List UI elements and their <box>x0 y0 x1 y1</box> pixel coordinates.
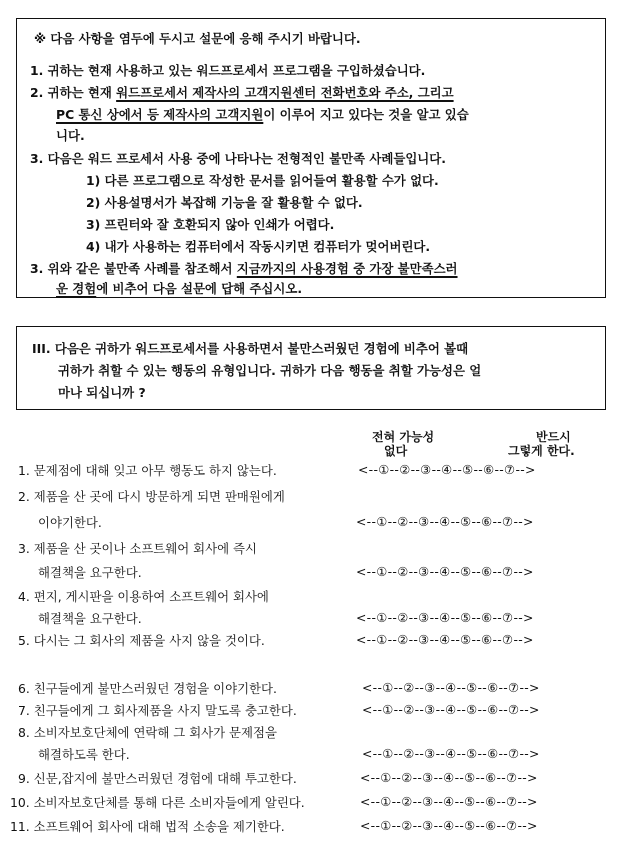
rating-option[interactable]: ⑦ <box>506 794 518 809</box>
rating-scale <box>356 514 534 529</box>
rating-option[interactable]: ① <box>378 462 390 477</box>
rating-option[interactable]: ② <box>401 770 413 785</box>
scale-separator: -- <box>492 610 503 625</box>
scale-separator: -- <box>414 680 425 695</box>
scale-separator: -- <box>475 770 486 785</box>
scale-left-arrow: <-- <box>356 632 377 647</box>
rating-scale <box>356 632 534 647</box>
scale-separator: -- <box>498 746 509 761</box>
scale-separator: -- <box>412 818 423 833</box>
question-line-2: 귀하가 취할 수 있는 행동의 유형입니다. 귀하가 다음 행동을 취할 가능성은 얼 <box>58 363 482 378</box>
rating-option[interactable]: ② <box>397 564 409 579</box>
rating-option[interactable]: ① <box>376 564 388 579</box>
rating-option[interactable]: ⑥ <box>485 794 497 809</box>
scale-separator: -- <box>429 514 440 529</box>
scale-separator: -- <box>408 564 419 579</box>
scale-separator: -- <box>450 564 461 579</box>
rating-option[interactable]: ② <box>403 680 415 695</box>
rating-option[interactable]: ④ <box>445 702 457 717</box>
rating-option[interactable]: ⑤ <box>460 514 472 529</box>
rating-option[interactable]: ⑤ <box>466 680 478 695</box>
rating-option[interactable]: ③ <box>418 564 430 579</box>
scale-right-arrow: --> <box>515 462 536 477</box>
scale-separator: -- <box>492 514 503 529</box>
rating-scale <box>362 680 540 695</box>
rating-option[interactable]: ⑤ <box>464 770 476 785</box>
notice-item-4-line2-suffix: 에 비추어 다음 설문에 답해 주십시오. <box>96 281 303 296</box>
scale-separator: -- <box>450 514 461 529</box>
scale-separator: -- <box>475 794 486 809</box>
scale-separator: -- <box>391 794 402 809</box>
case-item: 2) 사용설명서가 복잡해 기능을 잘 활용할 수 없다. <box>86 195 363 210</box>
scale-separator: -- <box>471 632 482 647</box>
notice-item-1: 1. 귀하는 현재 사용하고 있는 워드프로세서 프로그램을 구입하셨습니다. <box>30 63 426 78</box>
scale-left-arrow: <-- <box>356 610 377 625</box>
scale-separator: -- <box>471 564 482 579</box>
scale-separator: -- <box>429 632 440 647</box>
scale-separator: -- <box>452 462 463 477</box>
scale-separator: -- <box>496 818 507 833</box>
rating-scale <box>362 746 540 761</box>
rating-option[interactable]: ④ <box>443 794 455 809</box>
scale-separator: -- <box>456 680 467 695</box>
rating-scale <box>362 702 540 717</box>
rating-option[interactable]: ① <box>380 770 392 785</box>
rating-option[interactable]: ② <box>399 462 411 477</box>
item-text: 해결하도록 한다. <box>38 747 130 762</box>
rating-option[interactable]: ③ <box>422 770 434 785</box>
scale-separator: -- <box>389 462 400 477</box>
scale-separator: -- <box>471 610 482 625</box>
scale-right-arrow: --> <box>517 818 538 833</box>
rating-option[interactable]: ④ <box>439 514 451 529</box>
rating-option[interactable]: ⑦ <box>504 462 516 477</box>
item-text: 11. 소프트웨어 회사에 대해 법적 소송을 제기한다. <box>10 819 285 834</box>
scale-right-arrow: --> <box>513 564 534 579</box>
rating-option[interactable]: ⑥ <box>481 564 493 579</box>
scale-separator: -- <box>433 794 444 809</box>
rating-option[interactable]: ⑦ <box>506 818 518 833</box>
rating-option[interactable]: ② <box>403 702 415 717</box>
item-text: 9. 신문,잡지에 불만스러웠던 경험에 대해 투고한다. <box>18 771 297 786</box>
rating-option[interactable]: ③ <box>422 818 434 833</box>
item-text: 6. 친구들에게 불만스러웠던 경험을 이야기한다. <box>18 681 277 696</box>
scale-separator: -- <box>408 514 419 529</box>
rating-scale <box>356 610 534 625</box>
scale-header-left-line1: 전혀 가능성 <box>372 430 435 444</box>
case-item: 1) 다른 프로그램으로 작성한 문서를 읽어들여 활용할 수가 없다. <box>86 173 439 188</box>
item-text: 4. 편지, 게시판을 이용하여 소프트웨어 회사에 <box>18 589 269 604</box>
scale-separator: -- <box>450 610 461 625</box>
rating-option[interactable]: ④ <box>439 632 451 647</box>
scale-separator: -- <box>410 462 421 477</box>
notice-item-3: 3. 다음은 워드 프로세서 사용 중에 나타나는 전형적인 불만족 사례들입니다. <box>30 151 446 166</box>
scale-right-arrow: --> <box>517 770 538 785</box>
rating-option[interactable]: ① <box>382 680 394 695</box>
scale-left-arrow: <-- <box>360 794 381 809</box>
rating-scale <box>360 818 538 833</box>
rating-option[interactable]: ③ <box>418 610 430 625</box>
scale-separator: -- <box>498 702 509 717</box>
scale-separator: -- <box>414 746 425 761</box>
notice-item-2-line2-suffix: 이 이루어 지고 있다는 것을 알고 있습 <box>263 107 469 122</box>
rating-option[interactable]: ⑦ <box>508 746 520 761</box>
rating-option[interactable]: ① <box>376 514 388 529</box>
rating-option[interactable]: ④ <box>443 770 455 785</box>
rating-option[interactable]: ⑥ <box>481 632 493 647</box>
notice-item-2 <box>30 84 454 101</box>
rating-option[interactable]: ⑤ <box>466 702 478 717</box>
rating-option[interactable]: ② <box>397 610 409 625</box>
scale-separator: -- <box>492 564 503 579</box>
scale-separator: -- <box>429 564 440 579</box>
scale-separator: -- <box>393 680 404 695</box>
rating-option[interactable]: ④ <box>439 564 451 579</box>
scale-separator: -- <box>433 770 444 785</box>
scale-separator: -- <box>492 632 503 647</box>
scale-right-arrow: --> <box>513 610 534 625</box>
scale-left-arrow: <-- <box>362 680 383 695</box>
scale-separator: -- <box>496 770 507 785</box>
scale-right-arrow: --> <box>517 794 538 809</box>
scale-separator: -- <box>477 746 488 761</box>
rating-option[interactable]: ④ <box>439 610 451 625</box>
scale-separator: -- <box>456 746 467 761</box>
scale-left-arrow: <-- <box>356 514 377 529</box>
scale-separator: -- <box>454 770 465 785</box>
scale-separator: -- <box>475 818 486 833</box>
rating-scale <box>360 770 538 785</box>
item-text: 7. 친구들에게 그 회사제품을 사지 말도록 충고한다. <box>18 703 297 718</box>
scale-separator: -- <box>429 610 440 625</box>
scale-separator: -- <box>435 702 446 717</box>
item-text: 이야기한다. <box>38 515 102 530</box>
rating-option[interactable]: ② <box>401 794 413 809</box>
scale-separator: -- <box>387 610 398 625</box>
scale-separator: -- <box>498 680 509 695</box>
notice-header: ※ 다음 사항을 염두에 두시고 설문에 응해 주시기 바랍니다. <box>34 31 361 46</box>
scale-header-right-line1: 반드시 <box>536 430 571 444</box>
rating-option[interactable]: ① <box>382 702 394 717</box>
scale-separator: -- <box>414 702 425 717</box>
scale-separator: -- <box>391 818 402 833</box>
notice-item-4-underline: 지금까지의 사용경험 중 가장 불만족스러 <box>236 261 458 276</box>
rating-option[interactable]: ③ <box>420 462 432 477</box>
notice-item-4-prefix: 3. 위와 같은 불만족 사례를 참조해서 <box>30 261 237 276</box>
rating-option[interactable]: ① <box>380 818 392 833</box>
rating-option[interactable]: ⑥ <box>481 610 493 625</box>
item-text: 2. 제품을 산 곳에 다시 방문하게 되면 판매원에게 <box>18 489 285 504</box>
scale-separator: -- <box>494 462 505 477</box>
scale-right-arrow: --> <box>519 702 540 717</box>
scale-left-arrow: <-- <box>358 462 379 477</box>
rating-option[interactable]: ⑦ <box>502 632 514 647</box>
scale-separator: -- <box>387 514 398 529</box>
scale-header-left-line2: 없다 <box>384 444 408 458</box>
rating-option[interactable]: ③ <box>418 632 430 647</box>
rating-option[interactable]: ⑤ <box>460 632 472 647</box>
notice-item-4-line2-underline: 운 경험 <box>56 281 97 296</box>
scale-right-arrow: --> <box>513 514 534 529</box>
rating-option[interactable]: ⑥ <box>483 462 495 477</box>
rating-option[interactable]: ⑤ <box>466 746 478 761</box>
rating-option[interactable]: ③ <box>424 680 436 695</box>
question-line-1: III. 다음은 귀하가 워드프로세서를 사용하면서 불만스러웠던 경험에 비추어 볼때 <box>32 341 469 356</box>
item-text: 3. 제품을 산 곳이나 소프트웨어 회사에 즉시 <box>18 541 257 556</box>
scale-separator: -- <box>391 770 402 785</box>
rating-option[interactable]: ⑦ <box>508 680 520 695</box>
scale-separator: -- <box>454 794 465 809</box>
notice-item-2-line2 <box>56 106 469 123</box>
scale-separator: -- <box>435 746 446 761</box>
scale-right-arrow: --> <box>519 680 540 695</box>
notice-item-4-line2 <box>56 280 302 297</box>
scale-separator: -- <box>433 818 444 833</box>
rating-option[interactable]: ② <box>403 746 415 761</box>
scale-left-arrow: <-- <box>360 818 381 833</box>
rating-option[interactable]: ⑦ <box>502 564 514 579</box>
notice-item-2-line2-underline: PC 통신 상에서 등 제작사의 고객지원 <box>56 107 264 122</box>
rating-option[interactable]: ⑥ <box>487 746 499 761</box>
rating-scale <box>360 794 538 809</box>
scale-separator: -- <box>387 632 398 647</box>
rating-option[interactable]: ⑤ <box>464 818 476 833</box>
scale-separator: -- <box>408 632 419 647</box>
scale-left-arrow: <-- <box>362 702 383 717</box>
rating-option[interactable]: ③ <box>422 794 434 809</box>
rating-option[interactable]: ② <box>401 818 413 833</box>
rating-option[interactable]: ③ <box>424 746 436 761</box>
rating-option[interactable]: ⑤ <box>460 564 472 579</box>
rating-option[interactable]: ① <box>376 610 388 625</box>
case-item: 4) 내가 사용하는 컴퓨터에서 작동시키면 컴퓨터가 멎어버린다. <box>86 239 431 254</box>
rating-option[interactable]: ④ <box>441 462 453 477</box>
scale-separator: -- <box>454 818 465 833</box>
rating-option[interactable]: ⑤ <box>462 462 474 477</box>
scale-separator: -- <box>496 794 507 809</box>
rating-option[interactable]: ② <box>397 632 409 647</box>
case-item: 3) 프린터와 잘 호환되지 않아 인쇄가 어렵다. <box>86 217 335 232</box>
rating-option[interactable]: ⑦ <box>502 610 514 625</box>
item-text: 5. 다시는 그 회사의 제품을 사지 않을 것이다. <box>18 633 265 648</box>
rating-option[interactable]: ② <box>397 514 409 529</box>
scale-separator: -- <box>408 610 419 625</box>
rating-option[interactable]: ① <box>380 794 392 809</box>
scale-separator: -- <box>471 514 482 529</box>
rating-option[interactable]: ⑥ <box>487 702 499 717</box>
rating-option[interactable]: ④ <box>445 746 457 761</box>
item-text: 1. 문제점에 대해 잊고 아무 행동도 하지 않는다. <box>18 463 277 478</box>
scale-separator: -- <box>477 680 488 695</box>
scale-separator: -- <box>477 702 488 717</box>
rating-option[interactable]: ⑥ <box>485 818 497 833</box>
item-text: 해결책을 요구한다. <box>38 611 142 626</box>
rating-option[interactable]: ④ <box>443 818 455 833</box>
scale-left-arrow: <-- <box>362 746 383 761</box>
rating-option[interactable]: ⑤ <box>464 794 476 809</box>
rating-option[interactable]: ③ <box>424 702 436 717</box>
scale-separator: -- <box>450 632 461 647</box>
scale-left-arrow: <-- <box>356 564 377 579</box>
rating-scale <box>356 564 534 579</box>
rating-option[interactable]: ⑥ <box>481 514 493 529</box>
item-text: 8. 소비자보호단체에 연락해 그 회사가 문제점을 <box>18 725 277 740</box>
rating-option[interactable]: ⑥ <box>485 770 497 785</box>
rating-scale <box>358 462 536 477</box>
rating-option[interactable]: ③ <box>418 514 430 529</box>
rating-option[interactable]: ④ <box>445 680 457 695</box>
rating-option[interactable]: ① <box>382 746 394 761</box>
scale-separator: -- <box>456 702 467 717</box>
rating-option[interactable]: ⑥ <box>487 680 499 695</box>
notice-item-2-line3: 니다. <box>56 128 85 143</box>
scale-separator: -- <box>431 462 442 477</box>
notice-item-2-underline: 워드프로세서 제작사의 고객지원센터 전화번호와 주소, 그리고 <box>116 85 454 100</box>
scale-right-arrow: --> <box>513 632 534 647</box>
item-text: 10. 소비자보호단체를 통해 다른 소비자들에게 알린다. <box>10 795 305 810</box>
scale-separator: -- <box>473 462 484 477</box>
question-line-3: 마나 되십니까 ? <box>58 385 146 400</box>
rating-option[interactable]: ⑦ <box>506 770 518 785</box>
scale-separator: -- <box>412 770 423 785</box>
scale-separator: -- <box>393 746 404 761</box>
rating-option[interactable]: ⑦ <box>508 702 520 717</box>
scale-left-arrow: <-- <box>360 770 381 785</box>
rating-option[interactable]: ① <box>376 632 388 647</box>
scale-separator: -- <box>393 702 404 717</box>
scale-right-arrow: --> <box>519 746 540 761</box>
scale-separator: -- <box>412 794 423 809</box>
scale-separator: -- <box>387 564 398 579</box>
notice-item-2-prefix: 2. 귀하는 현재 <box>30 85 117 100</box>
rating-option[interactable]: ⑤ <box>460 610 472 625</box>
rating-option[interactable]: ⑦ <box>502 514 514 529</box>
item-text: 해결책을 요구한다. <box>38 565 142 580</box>
scale-separator: -- <box>435 680 446 695</box>
scale-header-right-line2: 그렇게 한다. <box>508 444 575 458</box>
notice-item-4 <box>30 260 458 277</box>
